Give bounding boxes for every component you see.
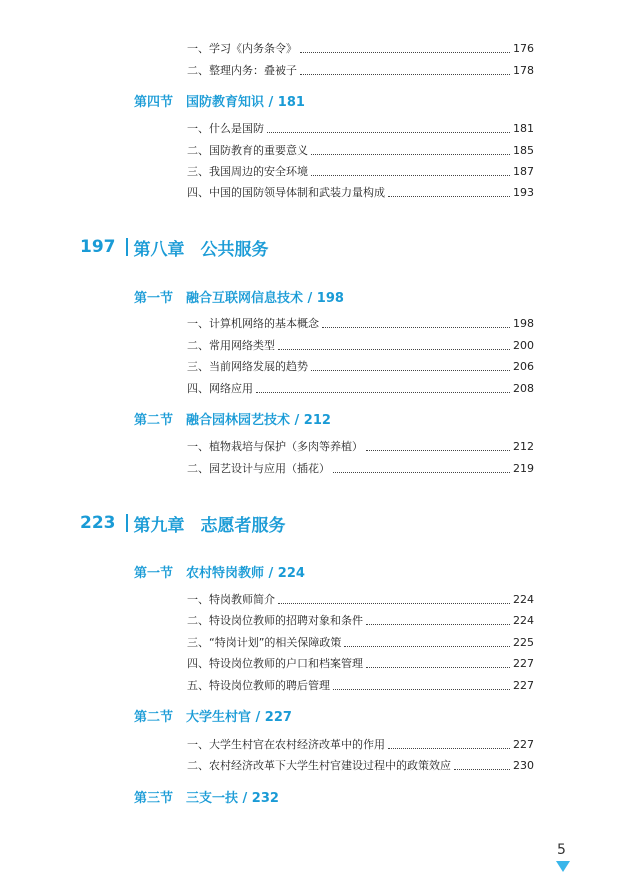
- section-title: 国防教育知识 / 181: [186, 94, 305, 110]
- section-heading[interactable]: [134, 91, 305, 109]
- triangle-down-icon: [556, 861, 570, 872]
- entry-page: 227: [513, 679, 534, 692]
- dot-leader: [256, 392, 510, 393]
- toc-entry[interactable]: [187, 757, 534, 773]
- toc-entry[interactable]: [187, 612, 534, 628]
- entry-title: 五、特设岗位教师的聘后管理: [187, 679, 330, 692]
- chapter-page: 223: [80, 513, 116, 533]
- chapter-divider: [126, 238, 128, 256]
- dot-leader: [344, 646, 510, 647]
- section-number: 第二节: [134, 412, 174, 428]
- dot-leader: [366, 624, 510, 625]
- dot-leader: [311, 175, 510, 176]
- toc-entry[interactable]: [187, 634, 534, 650]
- toc-entry[interactable]: [187, 438, 534, 454]
- entry-page: 206: [513, 360, 534, 373]
- chapter-page: 197: [80, 237, 116, 257]
- dot-leader: [388, 748, 510, 749]
- entry-page: 193: [513, 186, 534, 199]
- entry-title: 三、“特岗计划”的相关保障政策: [187, 636, 342, 649]
- entry-title: 一、特岗教师简介: [187, 593, 275, 606]
- entry-page: 176: [513, 42, 534, 55]
- toc-entry[interactable]: [187, 142, 534, 158]
- entry-page: 185: [513, 144, 534, 157]
- dot-leader: [278, 603, 510, 604]
- section-number: 第二节: [134, 709, 174, 725]
- entry-title: 二、常用网络类型: [187, 339, 275, 352]
- entry-page: 227: [513, 657, 534, 670]
- entry-title: 三、我国周边的安全环境: [187, 165, 308, 178]
- entry-title: 一、大学生村官在农村经济改革中的作用: [187, 738, 385, 751]
- dot-leader: [278, 349, 510, 350]
- entry-title: 二、园艺设计与应用（插花）: [187, 462, 330, 475]
- dot-leader: [311, 370, 510, 371]
- entry-page: 224: [513, 614, 534, 627]
- section-heading[interactable]: [134, 409, 331, 427]
- section-title: 三支一扶 / 232: [186, 790, 279, 806]
- entry-page: 227: [513, 738, 534, 751]
- section-number: 第一节: [134, 290, 174, 306]
- entry-title: 二、整理内务：叠被子: [187, 64, 297, 77]
- entry-page: 178: [513, 64, 534, 77]
- section-heading[interactable]: [134, 706, 292, 724]
- section-number: 第三节: [134, 790, 174, 806]
- toc-entry[interactable]: [187, 677, 534, 693]
- page-number: 5: [557, 842, 566, 858]
- chapter-title: 志愿者服务: [200, 515, 286, 536]
- dot-leader: [322, 327, 510, 328]
- entry-page: 198: [513, 317, 534, 330]
- dot-leader: [300, 74, 510, 75]
- dot-leader: [333, 689, 510, 690]
- entry-title: 一、什么是国防: [187, 122, 264, 135]
- dot-leader: [366, 667, 510, 668]
- entry-title: 四、中国的国防领导体制和武装力量构成: [187, 186, 385, 199]
- section-number: 第一节: [134, 565, 174, 581]
- dot-leader: [333, 472, 510, 473]
- chapter-number: 第八章: [133, 239, 185, 260]
- toc-entry[interactable]: [187, 62, 534, 78]
- entry-page: 187: [513, 165, 534, 178]
- entry-page: 212: [513, 440, 534, 453]
- section-heading[interactable]: [134, 287, 344, 305]
- entry-page: 181: [513, 122, 534, 135]
- section-title: 大学生村官 / 227: [186, 709, 292, 725]
- dot-leader: [366, 450, 510, 451]
- toc-entry[interactable]: [187, 591, 534, 607]
- toc-entry[interactable]: [187, 163, 534, 179]
- entry-title: 四、网络应用: [187, 382, 253, 395]
- toc-entry[interactable]: [187, 655, 534, 671]
- entry-page: 224: [513, 593, 534, 606]
- entry-title: 二、农村经济改革下大学生村官建设过程中的政策效应: [187, 759, 451, 772]
- entry-title: 四、特设岗位教师的户口和档案管理: [187, 657, 363, 670]
- dot-leader: [388, 196, 510, 197]
- entry-title: 二、国防教育的重要意义: [187, 144, 308, 157]
- chapter-heading[interactable]: [80, 236, 269, 258]
- section-number: 第四节: [134, 94, 174, 110]
- toc-entry[interactable]: [187, 736, 534, 752]
- entry-page: 208: [513, 382, 534, 395]
- entry-title: 三、当前网络发展的趋势: [187, 360, 308, 373]
- entry-page: 219: [513, 462, 534, 475]
- toc-entry[interactable]: [187, 315, 534, 331]
- toc-entry[interactable]: [187, 358, 534, 374]
- chapter-title: 公共服务: [200, 239, 269, 260]
- entry-title: 一、计算机网络的基本概念: [187, 317, 319, 330]
- section-title: 融合互联网信息技术 / 198: [186, 290, 344, 306]
- dot-leader: [267, 132, 510, 133]
- section-title: 农村特岗教师 / 224: [186, 565, 305, 581]
- entry-title: 二、特设岗位教师的招聘对象和条件: [187, 614, 363, 627]
- toc-entry[interactable]: [187, 120, 534, 136]
- toc-entry[interactable]: [187, 40, 534, 56]
- section-heading[interactable]: [134, 562, 305, 580]
- toc-entry[interactable]: [187, 337, 534, 353]
- chapter-number: 第九章: [133, 515, 185, 536]
- dot-leader: [311, 154, 510, 155]
- dot-leader: [300, 52, 510, 53]
- entry-page: 230: [513, 759, 534, 772]
- entry-page: 225: [513, 636, 534, 649]
- chapter-divider: [126, 514, 128, 532]
- entry-title: 一、植物栽培与保护（多肉等养植）: [187, 440, 363, 453]
- toc-entry[interactable]: [187, 380, 534, 396]
- toc-entry[interactable]: [187, 184, 534, 200]
- dot-leader: [454, 769, 510, 770]
- section-title: 融合园林园艺技术 / 212: [186, 412, 331, 428]
- chapter-heading[interactable]: [80, 512, 286, 534]
- toc-entry[interactable]: [187, 460, 534, 476]
- entry-page: 200: [513, 339, 534, 352]
- section-heading[interactable]: [134, 787, 279, 805]
- entry-title: 一、学习《内务条令》: [187, 42, 297, 55]
